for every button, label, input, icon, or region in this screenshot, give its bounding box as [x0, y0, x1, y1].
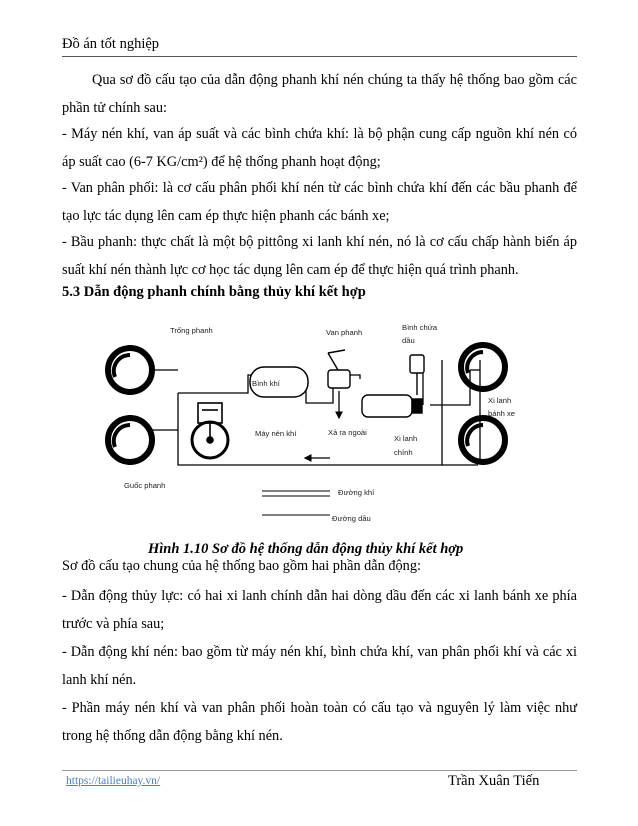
label-air-tank: Bình khí: [252, 379, 280, 388]
body-paragraph-2: - Dẫn động thủy lực: có hai xi lanh chính dẫn hai dòng dầu đến các xi lanh bánh xe phía trước và phía sau;: [62, 588, 577, 632]
footer-divider: [62, 770, 577, 771]
oil-reservoir: [410, 355, 424, 395]
intro-paragraph: Qua sơ đồ cấu tạo của dẫn động phanh khí nén chúng ta thấy hệ thống bao gồm các phần tử chính sau:: [62, 72, 577, 116]
body-paragraph-4: - Phần máy nén khí và van phân phối hoàn toàn có cấu tạo và nguyên lý làm việc như trong hệ thống dẫn động bằng khí nén.: [62, 700, 577, 744]
list-item-compressor: - Máy nén khí, van áp suất và các bình chứa khí: là bộ phận cung cấp nguồn khí nén có áp suất cao (6-7 KG/cm²) để hệ thống phanh hoạt động;: [62, 126, 577, 170]
pipe-lines: [150, 360, 480, 465]
brake-drum-rear-right: [461, 418, 505, 462]
label-brake-shoe: Guốc phanh: [124, 481, 166, 490]
master-cylinder: [362, 395, 422, 417]
legend-air-label: Đường khí: [338, 488, 375, 497]
header-divider: [62, 56, 577, 57]
label-brake-valve: Van phanh: [326, 328, 363, 337]
label-oil-reservoir-2: dầu: [402, 336, 415, 345]
list-item-valve: - Van phân phối: là cơ cấu phân phối khí nén từ các bình chứa khí đến các bầu phanh để tạo lực tác dụng lên cam ép thực hiện phanh các bánh xe;: [62, 180, 577, 224]
label-compressor: Máy nén khí: [255, 429, 297, 438]
label-brake-drum: Trống phanh: [170, 326, 213, 335]
footer-author: Trần Xuân Tiến: [448, 773, 540, 789]
brake-system-diagram: [90, 315, 550, 530]
body-paragraph-3: - Dẫn động khí nén: bao gồm từ máy nén khí, bình chứa khí, van phân phối khí và các xi lanh khí nén.: [62, 644, 577, 688]
document-header: Đồ án tốt nghiệp: [62, 36, 160, 52]
label-wheel-cylinder-2: bánh xe: [488, 409, 516, 418]
list-item-chamber: - Bầu phanh: thực chất là một bộ pittông xi lanh khí nén, nó là cơ cấu chấp hành biến áp suất khí nén thành lực cơ học tác dụng lên cam ép để thực hiện quá trình phanh.: [62, 234, 577, 278]
brake-valve: [328, 350, 350, 388]
label-master-cylinder-2: chính: [394, 448, 413, 457]
brake-drum-front-right: [461, 345, 505, 389]
figure-caption: Hình 1.10 Sơ đồ hệ thống dẫn động thủy khí kết hợp: [148, 541, 464, 557]
brake-drum-front-left: [108, 348, 152, 392]
legend-oil-label: Đường dầu: [332, 514, 371, 523]
air-compressor: [192, 403, 228, 458]
label-exhaust: Xả ra ngoài: [328, 428, 367, 437]
brake-drum-rear-left: [108, 418, 152, 462]
label-master-cylinder-1: Xi lanh: [394, 434, 418, 443]
label-wheel-cylinder-1: Xi lanh: [488, 396, 512, 405]
footer-link[interactable]: https://tailieuhay.vn/: [66, 775, 161, 787]
section-heading: 5.3 Dẫn động phanh chính bằng thủy khí kết hợp: [62, 284, 366, 300]
label-oil-reservoir-1: Bình chứa: [402, 323, 438, 332]
body-paragraph-1: Sơ đồ cấu tạo chung của hệ thống bao gồm hai phần dẫn động:: [62, 558, 421, 574]
